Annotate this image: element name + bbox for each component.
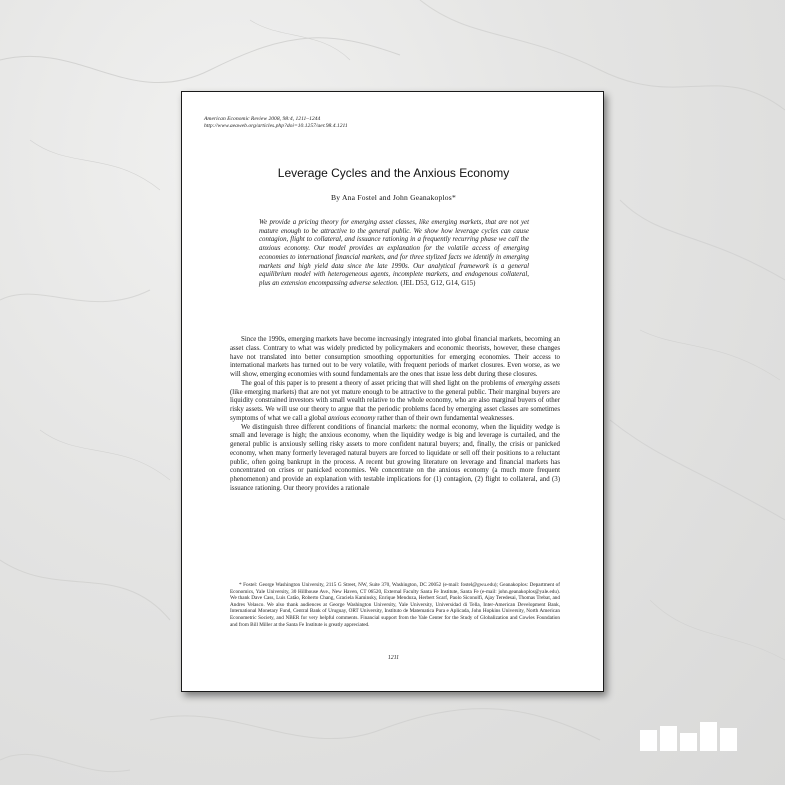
paper-title: Leverage Cycles and the Anxious Economy: [277, 166, 510, 180]
author-byline: By Ana Fostel and John Geanakoplos*: [331, 193, 456, 202]
paragraph-2-part-b: (like emerging markets) that are not yet mature enough to be attractive to the general public. Their marginal buyers are liquidity constrained investors with small wealth relative to the whole economy, who are also marginal buyers of other risky assets. We will use our theory to argue that the periodic problems faced by emerging asset classes are sometimes symptoms of what we call a global: [230, 388, 560, 422]
paragraph-2-part-a: The goal of this paper is to present a theory of asset pricing that will shed light on the problems of: [241, 379, 516, 387]
logo-bar-1: [640, 730, 657, 751]
journal-citation: [204, 116, 524, 130]
abstract-text: We provide a pricing theory for emerging asset classes, like emerging markets, that are not yet mature enough to be attractive to the general public. We show how leverage cycles can cause contagion, flight to collateral, and issuance rationing in a frequently recurring phase we call the anxious economy. Our model provides an explanation for the volatile access of emerging economies to international financial markets, and for three stylized facts we identify in emerging markets and high yield data since the late 1990s. Our analytical framework is a general equilibrium model with heterogeneous agents, incomplete markets, and endogenous collateral, plus an extension encompassing adverse selection.: [259, 219, 529, 287]
citation-line-2: http://www.aeaweb.org/articles.php?doi=10.1257/aer.98.4.1211: [204, 123, 348, 129]
jel-codes: (JEL D53, G12, G14, G15): [400, 279, 476, 287]
logo-bar-3: [680, 733, 697, 751]
author-footnote: * Fostel: George Washington University, 2115 G Street, NW, Suite 370, Washington, DC 20052 (e-mail: fostel@gwu.edu); Geanakoplos: Department of Economics, Yale University, 30 Hillhouse Ave., New Haven, CT 06520, External Faculty Santa Fe Institute, Santa Fe (e-mail: john.geanakoplos@yale.edu). We thank Dave Cass, Luis Catão, Roberto Chang, Graciela Kaminsky, Enrique Mendoza, Herbert Scarf, Paolo Siconolfi, Ajay Teredesai, Thomas Trebat, and Andres Velasco. We also thank audiences at George Washington University, Yale University, Universidad di Tella, Inter-American Development Bank, International Monetary Fund, Central Bank of Uruguay, ORT University, Instituto de Matematica Pura e Aplicada, John Hopkins University, North American Econometric Society, and NBER for very helpful comments. Financial support from the Yale Center for the Study of Globalization and Cowles Foundation and from Bill Miller at the Santa Fe Institute is greatly appreciated.: [230, 582, 560, 628]
paragraph-2: [230, 380, 560, 424]
paragraph-1: Since the 1990s, emerging markets have become increasingly integrated into global financial markets, becoming an asset class. Contrary to what was widely predicted by policymakers and economic theorists, however, these changes have not translated into better consumption smoothing opportunities for emerging economies. Their access to international markets has turned out to be very volatile, with frequent periods of market closures. Even worse, as we will show, emerging economies with sound fundamentals are the ones that issue less debt during these closures.: [230, 336, 560, 378]
page-number: 1211: [387, 655, 400, 661]
body-text: [230, 336, 560, 494]
emphasis-emerging-assets: emerging assets: [515, 379, 560, 387]
paragraph-3: We distinguish three different conditions of financial markets: the normal economy, when the liquidity wedge is small and leverage is high; the anxious economy, when the liquidity wedge is big and leverage is curtailed, and the general public is anxiously selling risky assets to more confident natural buyers; and, finally, the crisis or panicked economy, when many formerly leveraged natural buyers are forced to liquidate or sell off their positions to a reluctant public, often going bankrupt in the process. A recent but growing literature on leverage and financial markets has concentrated on crises or panicked economies. We concentrate on the anxious economy (a much more frequent phenomenon) and provide an explanation with testable implications for (1) contagion, (2) flight to collateral, and (3) issuance rationing. Our theory provides a rationale: [230, 423, 560, 492]
paper-page: [181, 91, 604, 692]
citation-line-1: American Economic Review 2008, 98:4, 1211–1244: [204, 116, 321, 122]
bar-logo-icon: [640, 721, 740, 751]
logo-bar-2: [660, 726, 677, 751]
logo-bar-4: [700, 722, 717, 751]
emphasis-anxious-economy: anxious economy: [327, 414, 376, 422]
logo-bar-5: [720, 728, 737, 751]
abstract: [259, 219, 529, 289]
paragraph-2-part-c: rather than of their own fundamental weaknesses.: [375, 414, 514, 422]
